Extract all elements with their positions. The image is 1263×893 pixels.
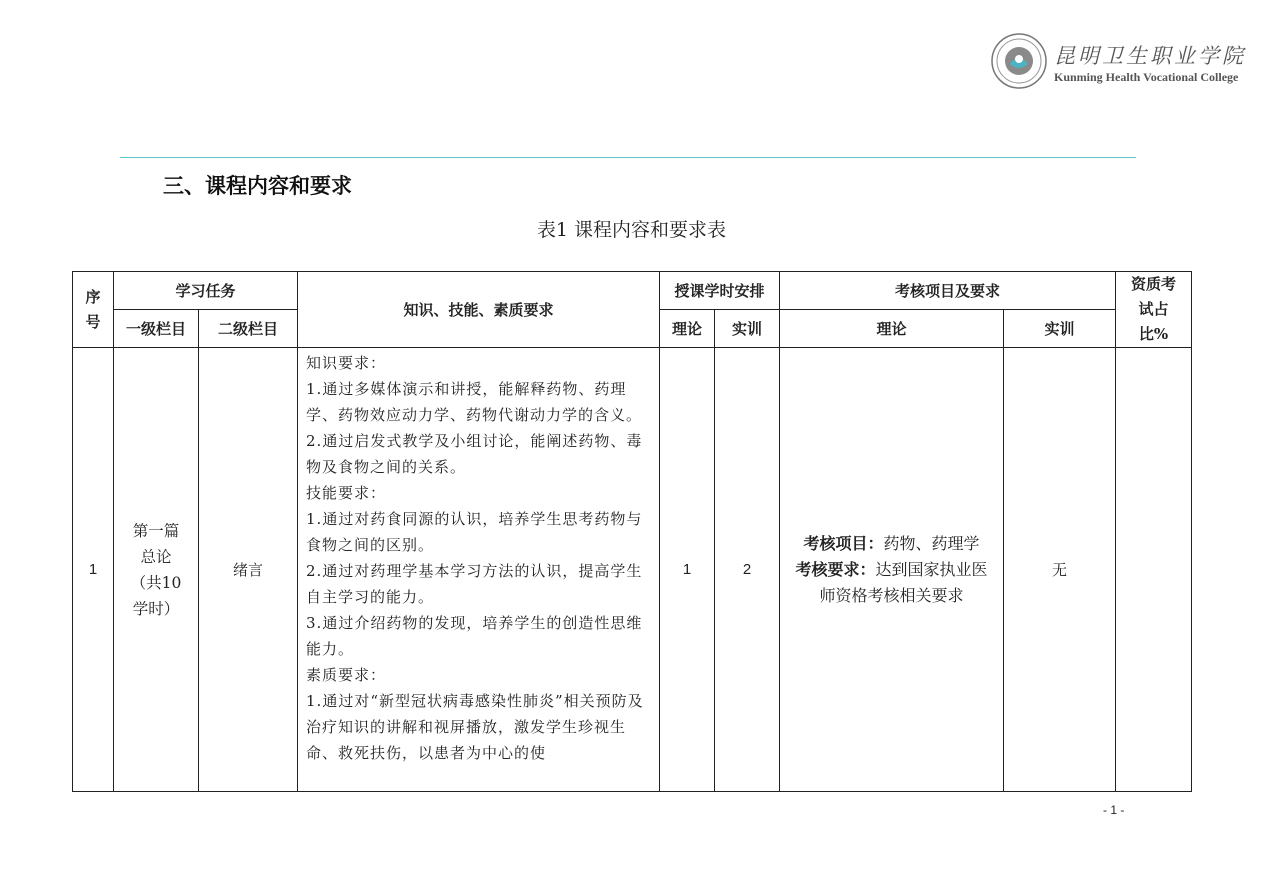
- header-hours: 授课学时安排: [660, 272, 780, 310]
- header-seq: 序号: [73, 272, 114, 348]
- cell-requirements: [298, 348, 660, 792]
- section-title: 三、课程内容和要求: [163, 174, 352, 198]
- cell-hours-practice: 2: [715, 348, 780, 792]
- req-line: 1.通过对“新型冠状病毒感染性肺炎”相关预防及治疗知识的讲解和视屏播放，激发学生珍视生命、救死扶伤，以患者为中心的使: [306, 692, 644, 762]
- table-caption: 表1 课程内容和要求表: [536, 219, 727, 241]
- header-hours-practice: 实训: [715, 310, 780, 348]
- table-row: [73, 348, 1192, 792]
- college-logo-icon: [990, 32, 1048, 90]
- header-divider: [120, 157, 1136, 158]
- header-assess-theory: 理论: [780, 310, 1004, 348]
- cell-level2: 绪言: [199, 348, 298, 792]
- college-name-en: Kunming Health Vocational College: [1054, 70, 1239, 84]
- header-assessment: 考核项目及要求: [780, 272, 1116, 310]
- cell-level1: 第一篇总论（共10学时）: [114, 348, 199, 792]
- header-task: 学习任务: [114, 272, 298, 310]
- assess-item-value: 药物、药理学: [883, 533, 980, 553]
- header-requirements: 知识、技能、素质要求: [298, 272, 660, 348]
- req-line: 2.通过启发式教学及小组讨论，能阐述药物、毒物及食物之间的关系。: [306, 432, 643, 476]
- course-content-table: [72, 271, 1192, 792]
- req-line: 1.通过对药食同源的认识，培养学生思考药物与食物之间的区别。: [306, 510, 643, 554]
- cell-hours-theory: 1: [660, 348, 715, 792]
- header-assess-practice: 实训: [1004, 310, 1116, 348]
- header-cert-percent: 资质考试占比%: [1116, 272, 1192, 348]
- header-level1: 一级栏目: [114, 310, 199, 348]
- req-line: 1.通过多媒体演示和讲授，能解释药物、药理学、药物效应动力学、药物代谢动力学的含义。: [306, 380, 643, 424]
- header-level2: 二级栏目: [199, 310, 298, 348]
- college-name-cn: 昆明卫生职业学院: [1054, 44, 1246, 68]
- cell-seq: 1: [73, 348, 114, 792]
- page-number: - 1 -: [1103, 803, 1125, 817]
- req-line: 技能要求：: [306, 484, 387, 502]
- req-line: 3.通过介绍药物的发现，培养学生的创造性思维能力。: [306, 614, 643, 658]
- cell-cert-percent: [1116, 348, 1192, 792]
- cell-assess-practice: 无: [1004, 348, 1116, 792]
- assess-item-label: 考核项目：: [803, 533, 884, 553]
- req-line: 素质要求：: [306, 666, 387, 684]
- assess-req-value: 达到国家执业医师资格考核相关要求: [819, 559, 988, 605]
- header-hours-theory: 理论: [660, 310, 715, 348]
- req-line: 2.通过对药理学基本学习方法的认识，提高学生自主学习的能力。: [306, 562, 643, 606]
- req-line: 知识要求：: [306, 354, 387, 372]
- header-row-1: [73, 272, 1192, 310]
- cell-assess-theory: [780, 348, 1004, 792]
- assess-req-label: 考核要求：: [795, 559, 876, 579]
